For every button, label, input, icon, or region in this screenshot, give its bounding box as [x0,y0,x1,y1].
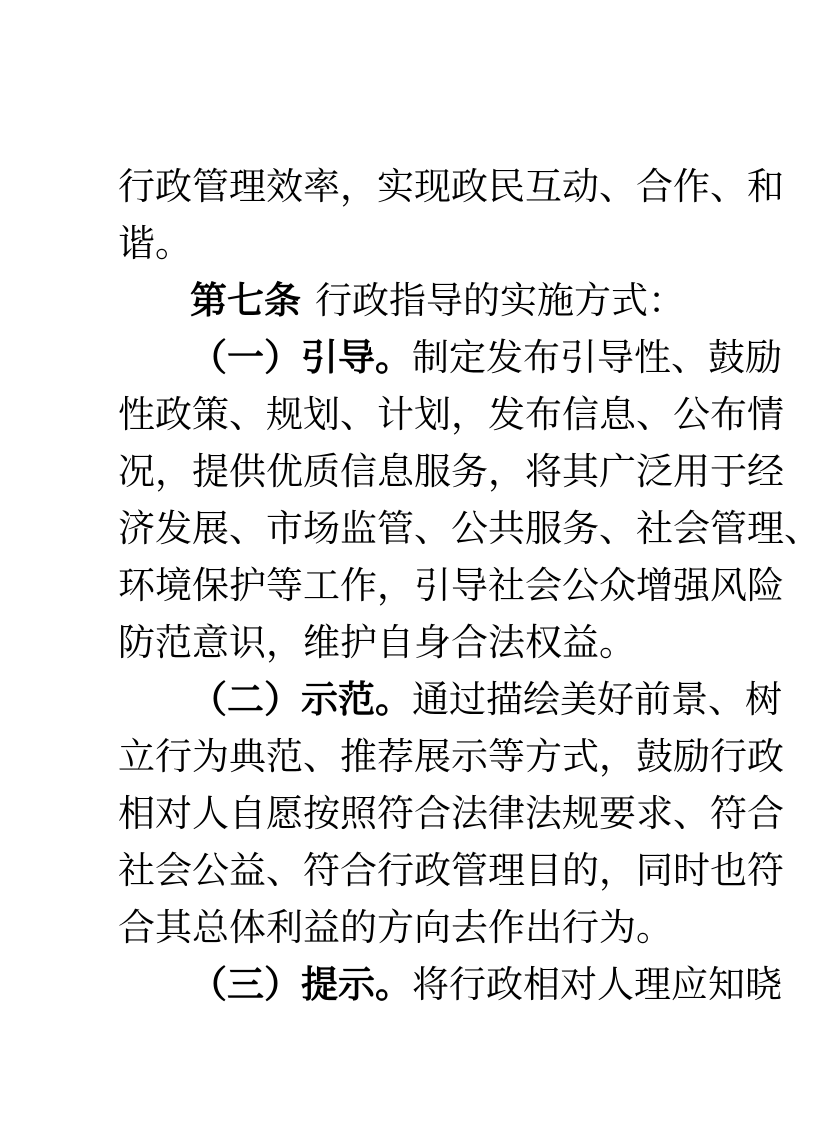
text-line: 相对人自愿按照符合法律法规要求、符合 [118,792,784,835]
article-text: 行政指导的实施方式： [315,279,685,322]
text-line: 性政策、规划、计划，发布信息、公布情 [118,393,784,436]
text-line [118,272,711,329]
item-text: 制定发布引导性、鼓励 [412,336,782,379]
paragraph-item-3 [118,956,782,1013]
text-line [118,956,782,1013]
item-text: 将行政相对人理应知晓 [412,963,782,1006]
item-heading: （三）提示。 [190,963,412,1006]
body-text [118,158,821,1013]
article-7-heading-paragraph [118,272,711,329]
text-line: 防范意识，维护自身合法权益。 [118,621,636,664]
text-line [118,671,782,728]
text-line: 况，提供优质信息服务，将其广泛用于经 [118,450,784,493]
text-line: 社会公益、符合行政管理目的，同时也符 [118,849,784,892]
text-line: 谐。 [118,222,192,265]
paragraph-intro [118,158,784,272]
article-heading: 第七条 [190,279,301,322]
item-text: 通过描绘美好前景、树 [412,678,782,721]
text-line [118,329,782,386]
text-line: 环境保护等工作，引导社会公众增强风险 [118,564,784,607]
item-heading: （二）示范。 [190,678,412,721]
text-line: 济发展、市场监管、公共服务、社会管理、 [118,507,821,550]
item-heading: （一）引导。 [190,336,412,379]
paragraph-item-1 [118,329,821,671]
text-line: 立行为典范、推荐展示等方式，鼓励行政 [118,735,784,778]
text-line: 合其总体利益的方向去作出行为。 [118,906,673,949]
text-line: 行政管理效率，实现政民互动、合作、和 [118,165,784,208]
paragraph-item-2 [118,671,784,956]
